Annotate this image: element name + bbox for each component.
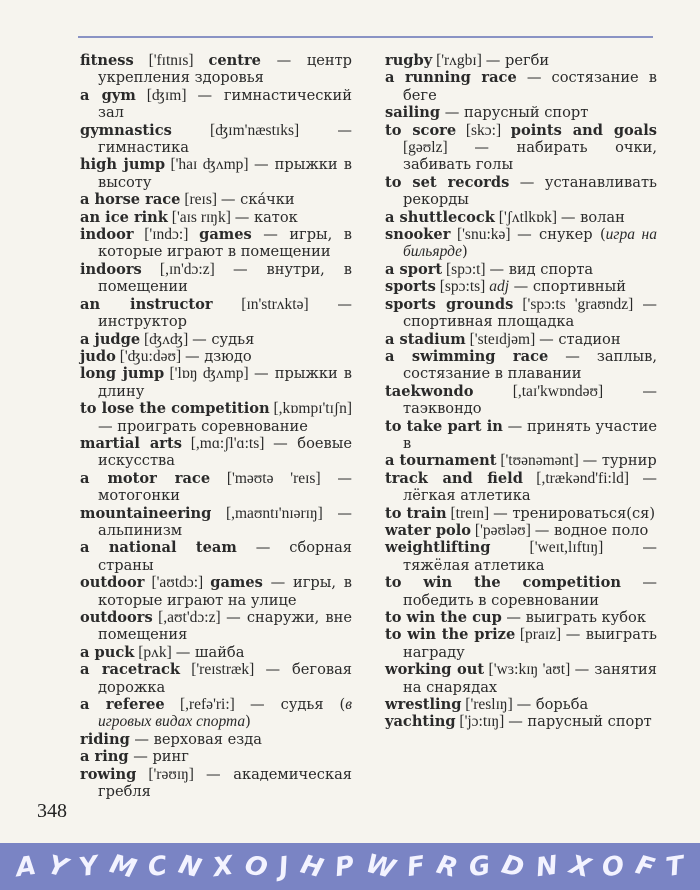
entry-translation: — вид спорта — [489, 260, 594, 278]
glossary-entry — [80, 644, 352, 661]
glossary-entry — [80, 766, 352, 801]
decorative-letter-band — [0, 843, 700, 890]
entry-transcription: ['spɔ:ts 'graʊndz] — [513, 295, 643, 313]
glossary-entry — [385, 174, 657, 209]
decor-letter: T — [663, 850, 686, 883]
entry-headword: sailing — [385, 104, 441, 122]
decor-letter: H — [297, 849, 327, 884]
entry-transcription: ['ʤu:dəʊ] — [115, 347, 185, 365]
entry-headword: indoor — [80, 226, 134, 244]
entry-transcription: ['wɜ:kɪŋ 'aʊt] — [484, 661, 575, 679]
glossary-entry — [80, 539, 352, 574]
entry-headword: a judge — [80, 330, 141, 348]
glossary-entry — [385, 122, 657, 174]
entry-transcription: ['rəʊɪŋ] — [136, 765, 206, 783]
glossary-entry — [385, 209, 657, 226]
entry-headword: track and field — [385, 469, 523, 487]
entry-headword: to take part in — [385, 417, 503, 435]
entry-transcription: [spɔ:t] — [442, 260, 490, 278]
entry-headword: to win the competition — [385, 574, 621, 592]
glossary-entry — [385, 661, 657, 696]
entry-translation: — боевые искусства — [98, 434, 352, 470]
entry-transcription: [praɪz] — [515, 626, 566, 644]
glossary-entry — [385, 69, 657, 104]
entry-translation: — водное поло — [534, 521, 649, 539]
entry-headword: sports grounds — [385, 295, 514, 313]
top-rule — [78, 36, 653, 38]
decor-letter: N — [533, 850, 560, 883]
entry-headword: games — [210, 574, 263, 592]
entry-headword: an ice rink — [80, 208, 168, 226]
glossary-entry — [385, 696, 657, 713]
entry-note: adj — [489, 278, 510, 296]
entry-translation: — выиграть награду — [403, 626, 657, 661]
entry-translation: — шайба — [175, 643, 245, 661]
entry-transcription: ['weɪt,lɪftɪŋ] — [490, 539, 643, 557]
glossary-entry — [80, 52, 352, 87]
entry-headword: games — [199, 226, 252, 244]
entry-headword: a puck — [80, 643, 135, 661]
entry-headword: outdoor — [80, 574, 145, 592]
glossary-entry — [80, 226, 352, 261]
entry-headword: riding — [80, 730, 130, 748]
glossary-entry — [80, 365, 352, 400]
decor-letter: O — [241, 849, 271, 884]
entry-transcription: ['haɪ ʤʌmp] — [165, 156, 254, 174]
glossary-entry — [80, 435, 352, 470]
entry-transcription: [,refə'ri:] — [164, 696, 251, 714]
entry-transcription: ['lɒŋ ʤʌmp] — [164, 365, 255, 383]
entry-headword: long jump — [80, 365, 165, 383]
glossary-entry — [385, 348, 657, 383]
decor-letter: F — [404, 850, 427, 883]
entry-translation: — беговая дорожка — [98, 661, 352, 696]
decor-letter: Y — [77, 850, 100, 883]
glossary-entry — [385, 452, 657, 469]
entry-headword: a tournament — [385, 452, 497, 470]
entry-translation: — состязание в беге — [403, 69, 658, 104]
entry-transcription: ['aʊtdɔ:] — [144, 574, 211, 592]
entry-translation: — игры, в которые играют на улице — [98, 574, 352, 609]
entry-translation: — гимнастический зал — [98, 86, 352, 122]
entry-transcription: ['aɪs rɪŋk] — [167, 208, 235, 226]
glossary-entry — [385, 626, 657, 661]
decor-letter: J — [277, 850, 292, 883]
entry-translation: — победить в соревновании — [403, 574, 657, 609]
entry-headword: high jump — [80, 156, 166, 174]
entry-translation: — спортивная площадка — [403, 295, 657, 331]
entry-headword: a horse race — [80, 191, 181, 209]
entry-headword: a swimming race — [385, 347, 549, 365]
glossary-entry — [80, 209, 352, 226]
entry-headword: yachting — [385, 713, 456, 731]
entry-translation: — турнир — [582, 452, 657, 470]
entry-translation: — ринг — [128, 748, 189, 766]
decor-letter: P — [332, 850, 356, 883]
entry-headword: a referee — [80, 696, 165, 714]
glossary-entry — [385, 505, 657, 522]
glossary-entry — [385, 278, 657, 295]
entry-headword: a stadium — [385, 330, 466, 348]
entry-transcription: [,maʊntɪ'nɪərɪŋ] — [211, 504, 338, 522]
entry-translation: — прыжки в длину — [98, 365, 352, 400]
entry-headword: wrestling — [385, 696, 462, 714]
entry-translation: — выиграть кубок — [501, 609, 646, 626]
entry-translation: — мотогонки — [98, 469, 352, 505]
glossary-entry — [80, 191, 352, 208]
entry-translation: — каток — [234, 208, 298, 226]
entry-translation: — прыжки в высоту — [98, 156, 352, 191]
entry-headword: a sport — [385, 260, 443, 278]
entry-headword: a shuttlecock — [385, 208, 495, 226]
entry-transcription: ['məʊtə 'reɪs] — [210, 469, 338, 487]
entry-translation: — занятия на снарядах — [403, 661, 657, 696]
entry-translation: — таэквондо — [403, 382, 657, 418]
decor-letter: M — [106, 848, 140, 885]
entry-transcription: [treɪn] — [446, 504, 494, 522]
entry-note: в игровых видах спорта — [98, 696, 352, 731]
entry-headword: rugby — [385, 52, 433, 69]
page-number: 348 — [37, 800, 67, 822]
entry-headword: to score — [385, 121, 457, 139]
entry-transcription: [pʌk] — [134, 643, 176, 661]
entry-translation: — ска́чки — [220, 191, 295, 209]
entry-headword: to win the cup — [385, 609, 502, 626]
entry-headword: to win the prize — [385, 626, 516, 644]
glossary-entry — [385, 383, 657, 418]
glossary-entry — [80, 505, 352, 540]
entry-transcription: [gəʊlz] — [403, 139, 475, 157]
entry-headword: taekwondo — [385, 382, 474, 400]
entry-transcription: ['steɪdjəm] — [465, 330, 540, 348]
entry-translation: — проиграть соревнование — [98, 417, 308, 435]
entry-transcription: [skɔ:] — [456, 121, 511, 139]
glossary-left-column — [80, 52, 352, 800]
entry-translation: — верховая езда — [129, 730, 262, 748]
entry-transcription: [,trækənd'fi:ld] — [522, 469, 643, 487]
entry-translation: — дзюдо — [185, 347, 252, 365]
glossary-entry — [80, 156, 352, 191]
glossary-entry — [385, 574, 657, 609]
entry-translation: — альпинизм — [98, 504, 352, 539]
entry-transcription: ['reɪstræk] — [180, 661, 266, 679]
entry-translation: — тяжёлая атлетика — [403, 539, 657, 574]
entry-headword: gymnastics — [80, 121, 172, 139]
entry-transcription: [ʤɪm'næstɪks] — [171, 121, 338, 139]
entry-transcription: [ʤɪm] — [135, 86, 198, 104]
entry-translation: — принять участие в — [403, 417, 657, 452]
entry-headword: snooker — [385, 226, 451, 244]
entry-transcription: [,mɑ:ʃl'ɑ:ts] — [181, 434, 274, 452]
entry-translation: — инструктор — [98, 295, 353, 331]
entry-transcription: [,kɒmpɪ'tɪʃn] — [269, 400, 352, 418]
entry-transcription: [,ɪn'dɔ:z] — [141, 260, 233, 278]
entry-headword: a running race — [385, 69, 517, 87]
glossary-entry — [80, 296, 352, 331]
entry-translation: — судья ( — [250, 696, 346, 714]
entry-transcription: [,aʊt'dɔ:z] — [152, 609, 227, 626]
decor-letter: F — [632, 849, 658, 884]
decor-letter: N — [175, 849, 205, 884]
glossary-entry — [385, 713, 657, 730]
entry-translation: — волан — [560, 208, 625, 226]
entry-headword: fitness — [80, 52, 134, 69]
entry-translation: — борьба — [516, 696, 589, 714]
entry-headword: indoors — [80, 260, 142, 278]
entry-headword: outdoors — [80, 609, 153, 626]
entry-headword: mountaineering — [80, 504, 212, 522]
glossary-entry — [80, 661, 352, 696]
glossary-entry — [80, 400, 352, 435]
entry-translation: — заплыв, состязание в плавании — [403, 347, 657, 383]
entry-translation: — регби — [485, 52, 550, 69]
entry-translation: — стадион — [539, 330, 621, 348]
entry-transcription: ['fɪtnɪs] — [133, 52, 209, 69]
glossary-entry — [385, 52, 657, 69]
entry-transcription: ['ɪndɔ:] — [133, 226, 200, 244]
decor-letter: O — [599, 850, 626, 883]
glossary-entry — [385, 296, 657, 331]
glossary-entry — [385, 609, 657, 626]
entry-headword: a racetrack — [80, 661, 181, 679]
entry-headword: to lose the competition — [80, 400, 270, 418]
entry-headword: judo — [80, 347, 116, 365]
entry-translation: — внутри, в помещении — [98, 260, 352, 296]
entry-transcription: [ʤʌʤ] — [140, 330, 193, 348]
entry-transcription: ['ʃʌtlkɒk] — [494, 208, 561, 226]
glossary-entry — [80, 748, 352, 765]
glossary-entry — [385, 539, 657, 574]
glossary-entry — [80, 87, 352, 122]
decor-letter: C — [146, 850, 170, 883]
entry-transcription: [,taɪ'kwɒndəʊ] — [473, 382, 643, 400]
entry-transcription: ['pəʊləʊ] — [471, 521, 535, 539]
entry-headword: working out — [385, 661, 485, 679]
entry-translation: — игры, в которые играют в помещении — [98, 226, 353, 261]
entry-transcription: ['reslɪŋ] — [461, 696, 517, 714]
glossary-entry — [385, 331, 657, 348]
entry-headword: water polo — [385, 521, 472, 539]
entry-translation: — набирать очки, забивать голы — [403, 139, 657, 174]
entry-headword: sports — [385, 278, 436, 296]
decor-letter: W — [362, 848, 399, 885]
glossary-entry — [80, 696, 352, 731]
entry-translation: ) — [245, 713, 251, 731]
glossary-entry — [385, 104, 657, 121]
entry-headword: to set records — [385, 173, 510, 191]
glossary-entry — [385, 522, 657, 539]
glossary-entry — [80, 731, 352, 748]
glossary-entry — [80, 609, 352, 644]
entry-translation: ) — [462, 243, 468, 261]
entry-note: игра на бильярде — [403, 226, 657, 261]
glossary-entry — [80, 261, 352, 296]
decor-letter: D — [498, 849, 528, 884]
glossary-right-column — [385, 52, 657, 731]
entry-translation: — лёгкая атлетика — [403, 469, 657, 505]
entry-translation: — парусный спорт — [440, 104, 589, 122]
entry-translation: — сборная страны — [98, 539, 352, 574]
glossary-entry — [80, 470, 352, 505]
entry-transcription: ['snu:kə] — [450, 226, 518, 244]
entry-translation: — гимнастика — [98, 121, 352, 157]
glossary-entry — [80, 574, 352, 609]
decor-letter: X — [211, 850, 236, 883]
entry-transcription: ['tʊənəmənt] — [496, 452, 583, 470]
entry-translation: — тренироваться(ся) — [493, 504, 656, 522]
entry-translation: — судья — [192, 330, 255, 348]
entry-translation: — снаружи, вне помещения — [98, 609, 352, 644]
entry-transcription: [reɪs] — [180, 191, 221, 209]
entry-translation: — парусный спорт — [508, 713, 652, 731]
entry-translation: — центр укрепления здоровья — [98, 52, 352, 87]
entry-transcription: ['rʌgbɪ] — [432, 52, 486, 69]
entry-headword: martial arts — [80, 434, 182, 452]
entry-translation: — спортивный — [509, 278, 627, 296]
glossary-entry — [385, 226, 657, 261]
decor-letter: X — [566, 849, 594, 884]
entry-headword: a ring — [80, 748, 129, 766]
entry-headword: weightlifting — [385, 539, 491, 557]
decor-letter: R — [433, 849, 461, 884]
decor-letter: G — [466, 850, 493, 883]
entry-headword: rowing — [80, 765, 137, 783]
entry-transcription: ['jɔ:tɪŋ] — [455, 713, 509, 731]
entry-headword: a motor race — [80, 469, 211, 487]
entry-translation: — снукер ( — [517, 226, 606, 244]
entry-transcription: [ɪn'strʌktə] — [212, 295, 338, 313]
entry-transcription: [spɔ:ts] — [435, 278, 490, 296]
entry-headword: a national team — [80, 539, 237, 557]
entry-headword: centre — [208, 52, 261, 69]
entry-headword: to train — [385, 504, 447, 522]
decor-letter: A — [14, 850, 39, 883]
glossary-entry — [385, 418, 657, 453]
entry-translation: — устанавливать рекорды — [403, 173, 657, 209]
glossary-entry — [385, 261, 657, 278]
entry-headword: an instructor — [80, 295, 213, 313]
entry-translation: — академическая гребля — [98, 765, 352, 801]
decor-letter: Y — [44, 849, 71, 884]
entry-headword: points and goals — [510, 121, 657, 139]
glossary-entry — [80, 122, 352, 157]
entry-headword: a gym — [80, 86, 136, 104]
glossary-entry — [80, 331, 352, 348]
glossary-entry — [80, 348, 352, 365]
glossary-entry — [385, 470, 657, 505]
